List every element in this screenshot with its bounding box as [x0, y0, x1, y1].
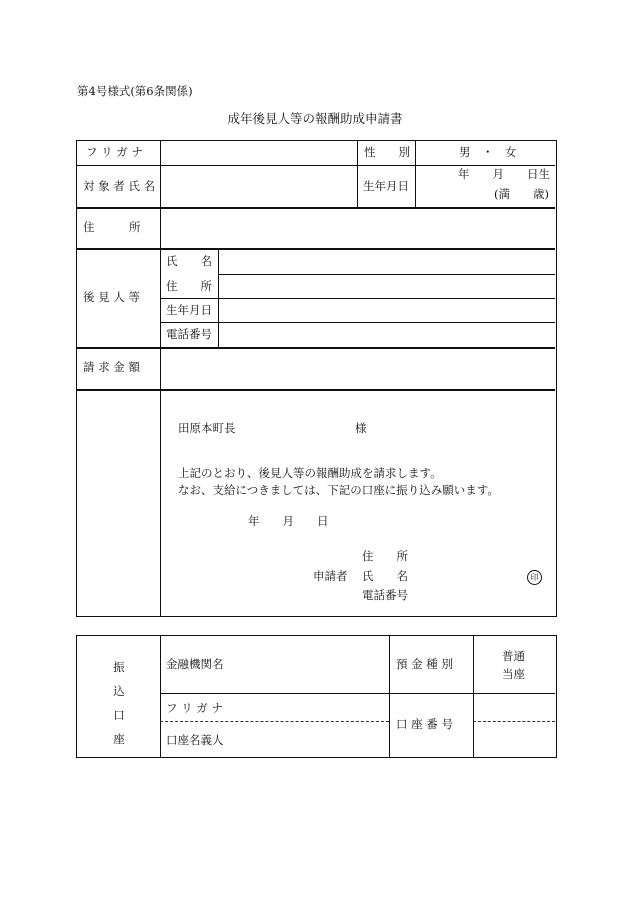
- bank-section-label: 振 込 口 座: [113, 660, 125, 746]
- request-date[interactable]: 年 月 日: [248, 514, 329, 528]
- subject-birth-label: 生年月日: [363, 179, 409, 193]
- applicant-phone-label: 電話番号: [362, 588, 408, 602]
- guardian-birth-label: 生年月日: [166, 303, 212, 317]
- subject-birth-date[interactable]: 年 月 日生: [458, 167, 550, 181]
- applicant-address-label: 住 所: [362, 549, 408, 563]
- applicant-name-label: 氏 名: [362, 569, 408, 583]
- form-number: 第4号様式(第6条関係): [77, 84, 193, 98]
- main-table-border: [76, 140, 557, 617]
- form-title: 成年後見人等の報酬助成申請書: [227, 111, 403, 126]
- applicant-label: 申請者: [313, 569, 348, 583]
- request-line-2: なお、支給につきましては、下記の口座に振り込み願います。: [178, 483, 499, 497]
- deposit-option-ordinary[interactable]: 普通: [502, 649, 525, 663]
- subject-name-label: 対 象 者 氏 名: [83, 179, 156, 193]
- deposit-option-current[interactable]: 当座: [502, 667, 525, 681]
- guardian-address-label: 住 所: [166, 279, 212, 293]
- deposit-type-label: 預 金 種 別: [396, 657, 453, 671]
- bank-table-border: [76, 635, 557, 758]
- request-line-1: 上記のとおり、後見人等の報酬助成を請求します。: [178, 466, 442, 480]
- subject-address-label: 住 所: [83, 220, 141, 234]
- institution-name-label: 金融機関名: [166, 657, 224, 671]
- claim-amount-label: 請 求 金 額: [83, 360, 140, 374]
- guardian-label: 後 見 人 等: [83, 290, 140, 304]
- subject-furigana-label: フ リ ガ ナ: [86, 145, 143, 159]
- honorific: 様: [355, 421, 367, 435]
- account-holder-label: 口座名義人: [166, 733, 224, 747]
- sex-label: 性 別: [364, 145, 410, 159]
- guardian-name-label: 氏 名: [166, 254, 212, 268]
- sex-options[interactable]: 男 ・ 女: [459, 145, 517, 159]
- subject-age[interactable]: (満 歳): [494, 187, 549, 201]
- guardian-phone-label: 電話番号: [166, 327, 212, 341]
- account-number-label: 口 座 番 号: [396, 717, 453, 731]
- seal-icon: 印: [527, 570, 542, 585]
- account-furigana-label: フ リ ガ ナ: [166, 701, 223, 715]
- addressee: 田原本町長: [178, 421, 236, 435]
